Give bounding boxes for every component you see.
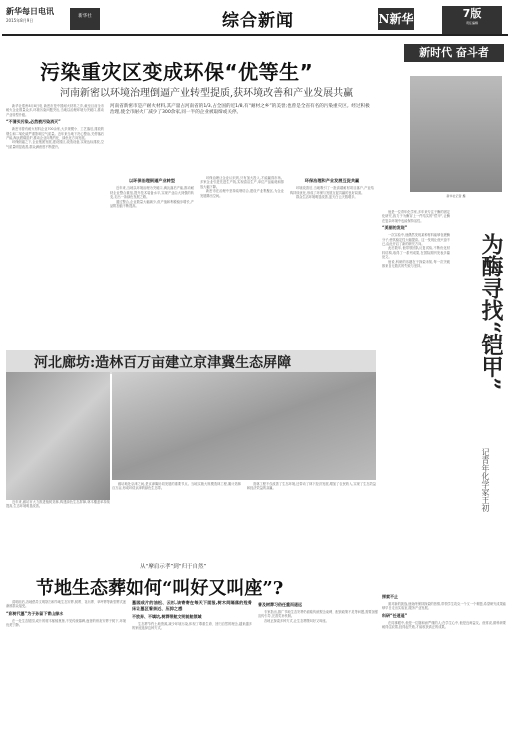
portrait-photo bbox=[410, 76, 502, 192]
bottom-headline: 节地生态葬如何“叫好又叫座”? bbox=[36, 578, 284, 599]
bottom-body-columns: 清明前后,各地倡导文明祭扫和节地生态安葬,树葬、花坛葬、草坪葬等新型葬式逐渐被群众接受。 “彩树代墓”为子孙留下青山绿水 在一处生态陵园,成片的树木郁郁葱葱,不见传统墓碑,逝者的骨灰安葬于树下,环境优美宁静。 墓园成片的油松、云杉,该寄寄在每天下面报,树木间隔落的殓骨床让墓区看亲近、压抑之感 不放弃、不填坑,树葬带航文明前航领域 生态葬节约土地资源,减少环境污染,体现了尊重生命、回归自然的理念,越来越多的家庭选择这种方式。 普及树葬习俗任重而道远 专家指出,推广节地生态安葬仍面临传统观念束缚、配套政策不足等问题,需要加强宣传引导,完善奖补机制。 各地正探索多种方式,让生态葬既叫好又叫座。 bbox=[6, 600, 378, 630]
section-badge: N新华 bbox=[378, 8, 414, 30]
column-bottom-text: 探索不止 面对新的挑战,他始终保持探索的热情,带领学生攻克一个又一个难题,希望研究成果能够早日走出实验室,服务产业发展。 科研“任逍遥” 在同事眼中,他是一位随和而严谨的人;在学生心中,他是良师益友。他常说,做科研要耐得住寂寞,经得起失败,才能收获真正的成果。 bbox=[382, 594, 506, 630]
main-col-head-2: 环保治理和产业发展互促共赢 bbox=[304, 178, 360, 183]
hebei-body-text: 廊坊地处京津之间,是京津冀协同发展的重要节点。当地实施大规模造林工程,累计造林百万亩,形成环绕京津的绿色生态带。 造林工程不仅改善了生态环境,还带动了林下经济发展,增加了农民收入,实现了生态效益和经济效益的双赢。 bbox=[112, 482, 376, 491]
header-rule bbox=[2, 34, 508, 36]
main-headline: 污染重灾区变成环保“优等生” bbox=[40, 60, 314, 84]
main-col-head-1: 以环保治理倒逼产业转型 bbox=[128, 178, 176, 183]
hebei-photo-main bbox=[112, 372, 376, 480]
column-body-text: 他是一位青年化学家,多年来专注于酶的固定化研究,致力于为酶穿上一件结实的“铠甲”,让酶在复杂环境中也能保持活性。 “美丽的发现” 一次实验中,他偶然发现某种材料能够包裹酶分子,使其稳定性大幅提高。这一发现让他兴奋不已,由此开启了新的研究方向。 此后数年,他带领团队反复试验,不断优化材料结构,取得了一系列成果,在国际期刊发表多篇论文。 他说,科研的乐趣在于探索未知,每一次突破都来自无数次的失败与坚持。 bbox=[382, 210, 450, 269]
masthead-logo: 新华社 bbox=[70, 8, 100, 30]
bottom-box-lead: 墓园成片的油松、云杉,该寄寄在每天下面报,树木间隔落的殓骨床让墓区看亲近、压抑之感 bbox=[132, 600, 252, 611]
page-editor: 责任编辑 bbox=[465, 21, 478, 25]
hebei-headline: 河北廊坊:造林百万亩建立京津冀生态屏障 bbox=[6, 350, 376, 374]
hebei-photo-left bbox=[6, 372, 110, 500]
column-banner: 新时代 奋斗者 bbox=[404, 44, 504, 62]
photo-caption: 新华社记者 摄 bbox=[446, 194, 466, 198]
bottom-subhead-3: 普及树葬习俗任重而道远 bbox=[258, 602, 302, 607]
main-left-column: 新华社郑州8月8日电 新密市是中国耐火材料之乡,截至目前全市耐火企业数量众多,环境污染问题突出,当地以治理环境为突破口,推动产业转型升级。 “不清买污染,必然被污染消灭” 新密市曾有耐火材料企业700余家,大多规模小、工艺落后,排放的烟尘和二氧化硫严重影响空气质量。近年来当地下决心整治,关停落后产能,淘汰燃煤窑炉,推动企业向集约化、绿色化方向发展。 环保倒逼之下,企业抱团发展,建设园区,改造设备,实现达标排放,空气质量明显改善,群众满意度不断提升。 bbox=[6, 104, 104, 149]
left-lead: “不清买污染,必然被污染消灭” bbox=[6, 119, 61, 125]
section-title: 综合新闻 bbox=[222, 11, 294, 31]
main-body-columns: 以环保治理倒逼产业转型 近年来,当地以环境治理为突破口,淘汰落后产能,推动耐材企业整合重组,提升技术装备水平,实现产业由大到强的转变,走出一条绿色发展之路。 通过整合,企业数量大幅减少,但产值和利税稳步增长,产品附加值不断提高。 环保治理让企业认识到,只有加大投入,才能赢得市场。多家企业引进先进生产线,实现清洁生产,单位产品能耗和排放大幅下降。 新密市在治理中坚持疏堵结合,建设产业集聚区,为企业发展腾出空间。 环保治理和产业发展互促共赢 环境改善后,当地吸引了一批高端耐材项目落户,产业结构持续优化,形成了环保与发展互促共赢的良好局面。 群众生活环境明显改善,蓝天白云天数增多。 bbox=[110, 176, 374, 209]
bottom-subhead-1: “彩树代墓”为子孙留下青山绿水 bbox=[6, 610, 64, 616]
main-subhead: 河南新密以环境治理倒逼产业转型提质,获环境改善和产业发展共赢 bbox=[60, 88, 354, 99]
page-number-box bbox=[442, 6, 502, 34]
hebei-left-text: 近年来,廊坊市大力推进植树造林,构建绿色生态屏障,林木覆盖率持续提高,生态环境明显改善。 bbox=[6, 500, 110, 509]
column-subhead-2: 探索不止 bbox=[382, 594, 398, 599]
bottom-kicker: 从“摩肩示孝”到“归于自然” bbox=[140, 564, 207, 570]
column-vertical-subtitle: 记青年化学家王初 bbox=[481, 448, 490, 512]
masthead-name: 新华每日电讯 bbox=[6, 7, 54, 16]
masthead-date: 2015年8月9日 bbox=[6, 18, 34, 23]
bottom-subhead-2: 不放弃、不填坑,树葬带航文明前航领域 bbox=[132, 613, 202, 619]
main-lead-paragraph: 河南省新密市是产耐火材料,其产量占河南省的1/3,占全国的近1/8,有“耐材之乡”的美誉;也曾是全省有名的污染重灾区。经过积极治理,使全市耐火厂减少了300余家,同一半的企业被取缔或关停。 bbox=[110, 104, 370, 116]
column-subhead-1: “美丽的发现” bbox=[382, 225, 408, 231]
column-vertical-title: 为酶寻找“铠甲” bbox=[478, 233, 504, 391]
column-subhead-3: 科研“任逍遥” bbox=[382, 612, 408, 618]
page-number: 7版 bbox=[462, 7, 482, 20]
